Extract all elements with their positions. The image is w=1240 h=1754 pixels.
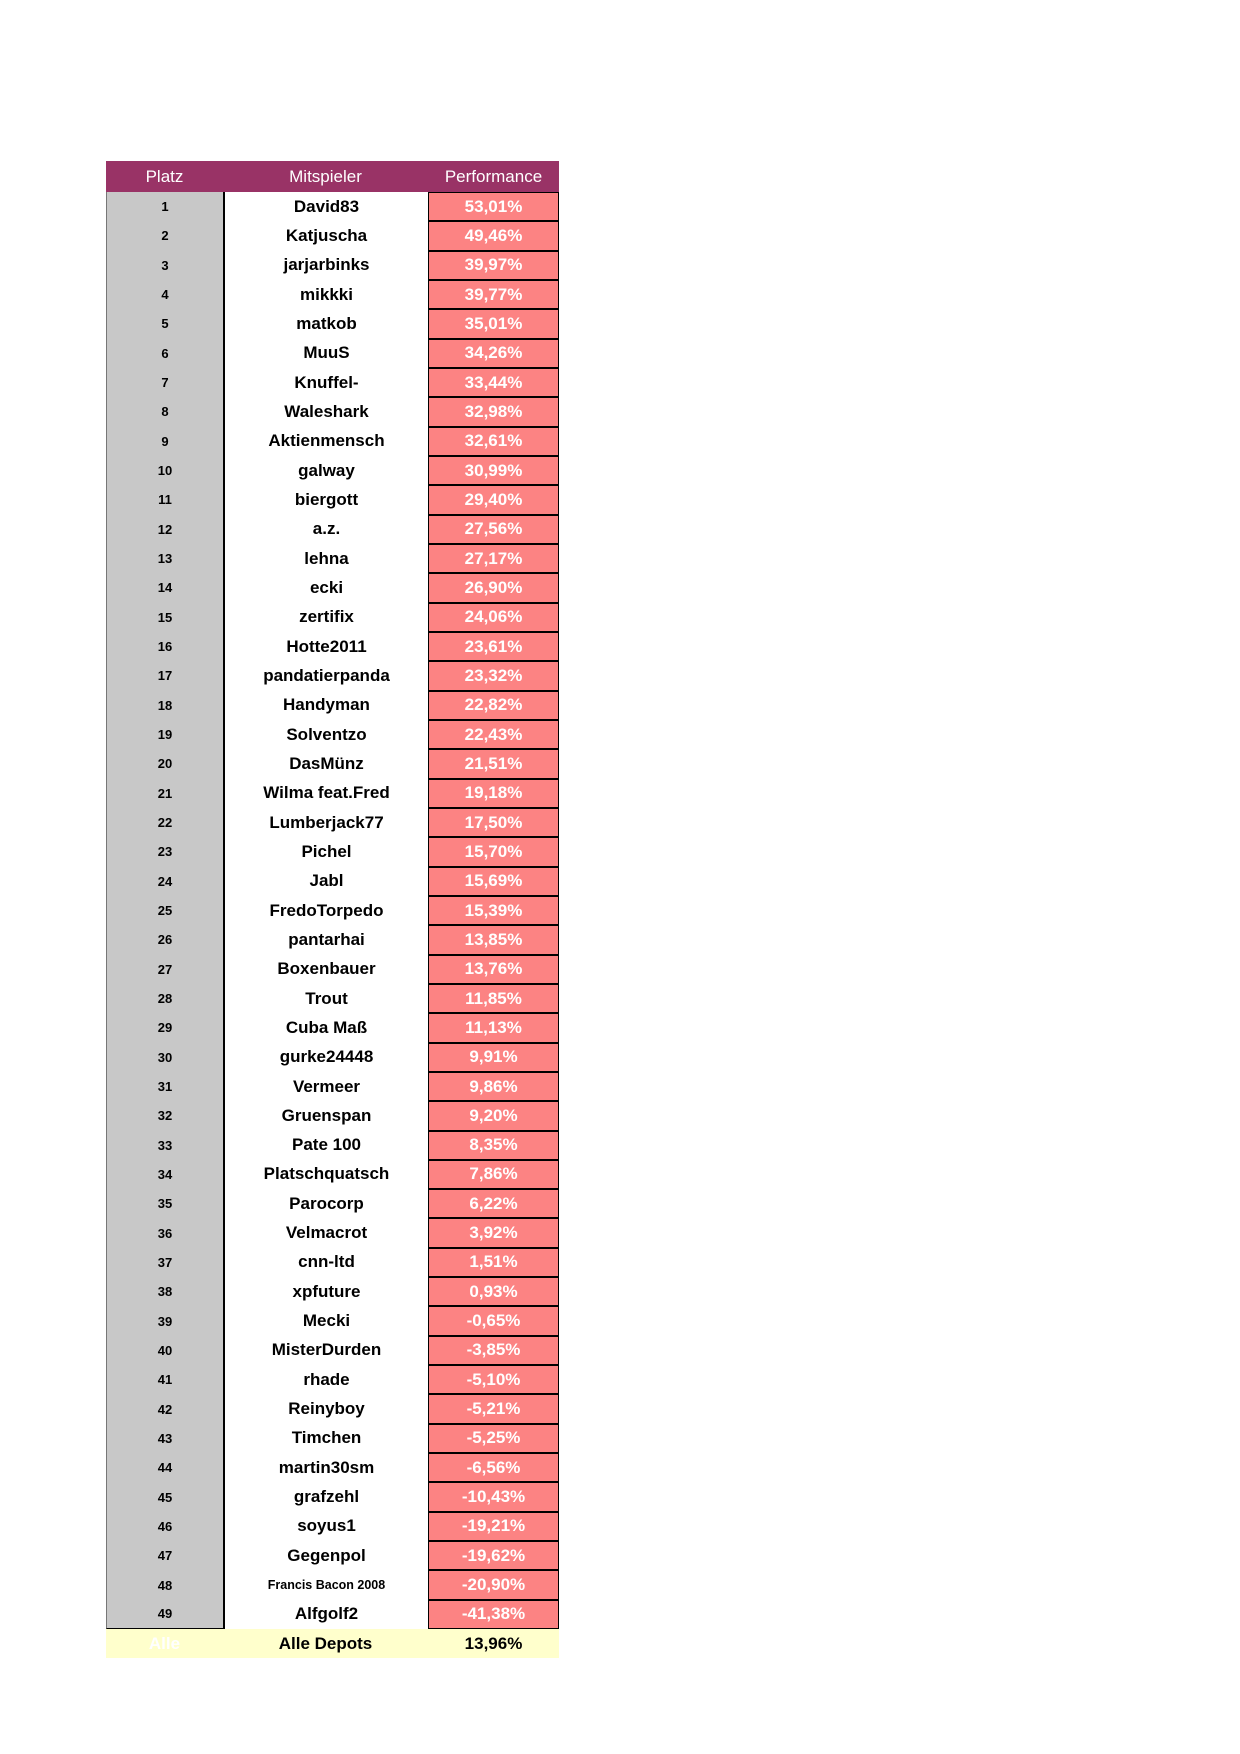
table-row [106, 1365, 559, 1394]
rank-cell: 32 [106, 1101, 223, 1130]
player-cell: David83 [223, 192, 428, 221]
table-row [106, 1600, 559, 1629]
player-cell: FredoTorpedo [223, 896, 428, 925]
rank-cell: 29 [106, 1013, 223, 1042]
performance-cell: 26,90% [428, 573, 559, 602]
player-cell: zertifix [223, 603, 428, 632]
rank-cell: 28 [106, 984, 223, 1013]
player-cell: Trout [223, 984, 428, 1013]
player-cell: ecki [223, 573, 428, 602]
player-cell: MisterDurden [223, 1336, 428, 1365]
performance-cell: 9,86% [428, 1072, 559, 1101]
player-cell: biergott [223, 485, 428, 514]
table-row [106, 456, 559, 485]
table-row [106, 427, 559, 456]
footer-rank-cell: Alle [148, 1633, 181, 1653]
performance-cell: -41,38% [428, 1600, 559, 1629]
rank-cell: 20 [106, 749, 223, 778]
player-cell: gurke24448 [223, 1043, 428, 1072]
rank-cell: 9 [106, 427, 223, 456]
rank-cell: 14 [106, 573, 223, 602]
player-cell: soyus1 [223, 1512, 428, 1541]
table-row [106, 251, 559, 280]
rank-cell: 6 [106, 339, 223, 368]
performance-cell: 11,85% [428, 984, 559, 1013]
table-row [106, 1570, 559, 1599]
table-row [106, 339, 559, 368]
performance-cell: -5,10% [428, 1365, 559, 1394]
performance-cell: 27,56% [428, 515, 559, 544]
rank-cell: 7 [106, 368, 223, 397]
player-cell: rhade [223, 1365, 428, 1394]
table-row [106, 1512, 559, 1541]
table-header [106, 161, 559, 192]
rank-cell: 34 [106, 1160, 223, 1189]
performance-cell: 7,86% [428, 1160, 559, 1189]
table-row [106, 1306, 559, 1335]
performance-cell: 19,18% [428, 779, 559, 808]
rank-cell: 17 [106, 661, 223, 690]
player-cell: a.z. [223, 515, 428, 544]
rank-cell: 5 [106, 309, 223, 338]
performance-cell: 32,98% [428, 397, 559, 426]
performance-cell: -6,56% [428, 1453, 559, 1482]
performance-cell: 6,22% [428, 1189, 559, 1218]
performance-cell: 32,61% [428, 427, 559, 456]
rank-cell: 1 [106, 192, 223, 221]
performance-cell: 34,26% [428, 339, 559, 368]
rank-cell: 19 [106, 720, 223, 749]
table-row [106, 1424, 559, 1453]
table-row [106, 397, 559, 426]
table-row [106, 515, 559, 544]
performance-cell: 13,76% [428, 955, 559, 984]
player-cell: Timchen [223, 1424, 428, 1453]
player-cell: Cuba Maß [223, 1013, 428, 1042]
player-cell: Mecki [223, 1306, 428, 1335]
table-row [106, 1013, 559, 1042]
rank-cell: 26 [106, 925, 223, 954]
rank-cell: 40 [106, 1336, 223, 1365]
rank-cell: 16 [106, 632, 223, 661]
table-row [106, 1101, 559, 1130]
table-row [106, 1218, 559, 1247]
table-row [106, 1453, 559, 1482]
player-cell: DasMünz [223, 749, 428, 778]
performance-cell: 22,82% [428, 691, 559, 720]
player-cell: Hotte2011 [223, 632, 428, 661]
rank-cell: 44 [106, 1453, 223, 1482]
table-row [106, 1541, 559, 1570]
table-row [106, 955, 559, 984]
performance-cell: -5,21% [428, 1394, 559, 1423]
rank-cell: 11 [106, 485, 223, 514]
table-row [106, 309, 559, 338]
performance-cell: 39,97% [428, 251, 559, 280]
performance-cell: 23,61% [428, 632, 559, 661]
table-body [106, 192, 559, 1629]
performance-cell: 33,44% [428, 368, 559, 397]
table-row [106, 1248, 559, 1277]
player-cell: lehna [223, 544, 428, 573]
performance-cell: 30,99% [428, 456, 559, 485]
table-row [106, 1336, 559, 1365]
player-cell: Reinyboy [223, 1394, 428, 1423]
table-row [106, 1043, 559, 1072]
rank-cell: 18 [106, 691, 223, 720]
player-cell: Velmacrot [223, 1218, 428, 1247]
table-row [106, 485, 559, 514]
player-cell: Handyman [223, 691, 428, 720]
player-cell: Boxenbauer [223, 955, 428, 984]
player-cell: Vermeer [223, 1072, 428, 1101]
table-row [106, 867, 559, 896]
table-row [106, 221, 559, 250]
rank-cell: 8 [106, 397, 223, 426]
rank-cell: 49 [106, 1600, 223, 1629]
rank-cell: 46 [106, 1512, 223, 1541]
table-row [106, 808, 559, 837]
performance-cell: 49,46% [428, 221, 559, 250]
table-row [106, 661, 559, 690]
player-cell: xpfuture [223, 1277, 428, 1306]
performance-cell: 15,69% [428, 867, 559, 896]
table-row [106, 720, 559, 749]
performance-cell: 53,01% [428, 192, 559, 221]
table-row [106, 1072, 559, 1101]
player-cell: Parocorp [223, 1189, 428, 1218]
rank-cell: 12 [106, 515, 223, 544]
player-cell: Waleshark [223, 397, 428, 426]
performance-cell: -10,43% [428, 1482, 559, 1511]
rank-cell: 4 [106, 280, 223, 309]
player-cell: Aktienmensch [223, 427, 428, 456]
player-cell: Pate 100 [223, 1131, 428, 1160]
table-row [106, 192, 559, 221]
rank-cell: 43 [106, 1424, 223, 1453]
performance-cell: 1,51% [428, 1248, 559, 1277]
rank-cell: 37 [106, 1248, 223, 1277]
table-row [106, 837, 559, 866]
performance-cell: 15,39% [428, 896, 559, 925]
player-cell: Gegenpol [223, 1541, 428, 1570]
player-cell: galway [223, 456, 428, 485]
table-row [106, 1394, 559, 1423]
performance-cell: 13,85% [428, 925, 559, 954]
rank-cell: 24 [106, 867, 223, 896]
rank-cell: 30 [106, 1043, 223, 1072]
table-row [106, 544, 559, 573]
player-cell: Wilma feat.Fred [223, 779, 428, 808]
footer-label-cell: Alle Depots [278, 1633, 373, 1653]
table-row [106, 573, 559, 602]
table-row [106, 925, 559, 954]
rank-cell: 21 [106, 779, 223, 808]
performance-cell: 3,92% [428, 1218, 559, 1247]
table-row [106, 779, 559, 808]
header-performance: Performance [444, 166, 543, 186]
table-row [106, 984, 559, 1013]
performance-cell: 29,40% [428, 485, 559, 514]
rank-cell: 45 [106, 1482, 223, 1511]
performance-cell: 23,32% [428, 661, 559, 690]
table-row [106, 1131, 559, 1160]
player-cell: Francis Bacon 2008 [223, 1570, 428, 1599]
performance-cell: 15,70% [428, 837, 559, 866]
table-row [106, 280, 559, 309]
performance-cell: 17,50% [428, 808, 559, 837]
table-row [106, 749, 559, 778]
player-cell: grafzehl [223, 1482, 428, 1511]
performance-cell: 0,93% [428, 1277, 559, 1306]
player-cell: cnn-ltd [223, 1248, 428, 1277]
performance-cell: -0,65% [428, 1306, 559, 1335]
player-cell: Solventzo [223, 720, 428, 749]
rank-cell: 27 [106, 955, 223, 984]
rank-cell: 3 [106, 251, 223, 280]
performance-cell: 24,06% [428, 603, 559, 632]
table-row [106, 896, 559, 925]
table-row [106, 1160, 559, 1189]
rank-cell: 36 [106, 1218, 223, 1247]
player-cell: martin30sm [223, 1453, 428, 1482]
performance-cell: -3,85% [428, 1336, 559, 1365]
player-cell: Gruenspan [223, 1101, 428, 1130]
player-cell: pantarhai [223, 925, 428, 954]
performance-cell: 39,77% [428, 280, 559, 309]
player-cell: pandatierpanda [223, 661, 428, 690]
performance-cell: -5,25% [428, 1424, 559, 1453]
player-cell: matkob [223, 309, 428, 338]
player-cell: Lumberjack77 [223, 808, 428, 837]
rank-cell: 10 [106, 456, 223, 485]
player-cell: Platschquatsch [223, 1160, 428, 1189]
table-row [106, 1277, 559, 1306]
rank-cell: 25 [106, 896, 223, 925]
rank-cell: 47 [106, 1541, 223, 1570]
performance-cell: 8,35% [428, 1131, 559, 1160]
rank-cell: 31 [106, 1072, 223, 1101]
rank-cell: 23 [106, 837, 223, 866]
rank-cell: 22 [106, 808, 223, 837]
table-row [106, 603, 559, 632]
performance-cell: -20,90% [428, 1570, 559, 1599]
player-cell: Alfgolf2 [223, 1600, 428, 1629]
footer-performance-cell: 13,96% [464, 1633, 523, 1653]
table-row [106, 1482, 559, 1511]
performance-cell: 9,20% [428, 1101, 559, 1130]
header-mitspieler: Mitspieler [289, 166, 362, 186]
performance-cell: 22,43% [428, 720, 559, 749]
rank-cell: 15 [106, 603, 223, 632]
rank-cell: 35 [106, 1189, 223, 1218]
table-row [106, 1189, 559, 1218]
rank-cell: 13 [106, 544, 223, 573]
table-row [106, 632, 559, 661]
player-cell: Jabl [223, 867, 428, 896]
rank-cell: 2 [106, 221, 223, 250]
performance-cell: -19,21% [428, 1512, 559, 1541]
table-footer [106, 1629, 559, 1658]
player-cell: jarjarbinks [223, 251, 428, 280]
performance-cell: 9,91% [428, 1043, 559, 1072]
rank-cell: 42 [106, 1394, 223, 1423]
player-cell: Pichel [223, 837, 428, 866]
table-row [106, 691, 559, 720]
performance-cell: 21,51% [428, 749, 559, 778]
player-cell: MuuS [223, 339, 428, 368]
player-cell: Knuffel- [223, 368, 428, 397]
header-platz: Platz [145, 166, 184, 186]
rank-cell: 38 [106, 1277, 223, 1306]
performance-cell: 27,17% [428, 544, 559, 573]
performance-cell: 35,01% [428, 309, 559, 338]
rank-cell: 48 [106, 1570, 223, 1599]
table-row [106, 368, 559, 397]
rank-cell: 33 [106, 1131, 223, 1160]
performance-cell: 11,13% [428, 1013, 559, 1042]
rank-cell: 41 [106, 1365, 223, 1394]
rank-cell: 39 [106, 1306, 223, 1335]
player-cell: mikkki [223, 280, 428, 309]
ranking-table [106, 161, 559, 1658]
player-cell: Katjuscha [223, 221, 428, 250]
performance-cell: -19,62% [428, 1541, 559, 1570]
